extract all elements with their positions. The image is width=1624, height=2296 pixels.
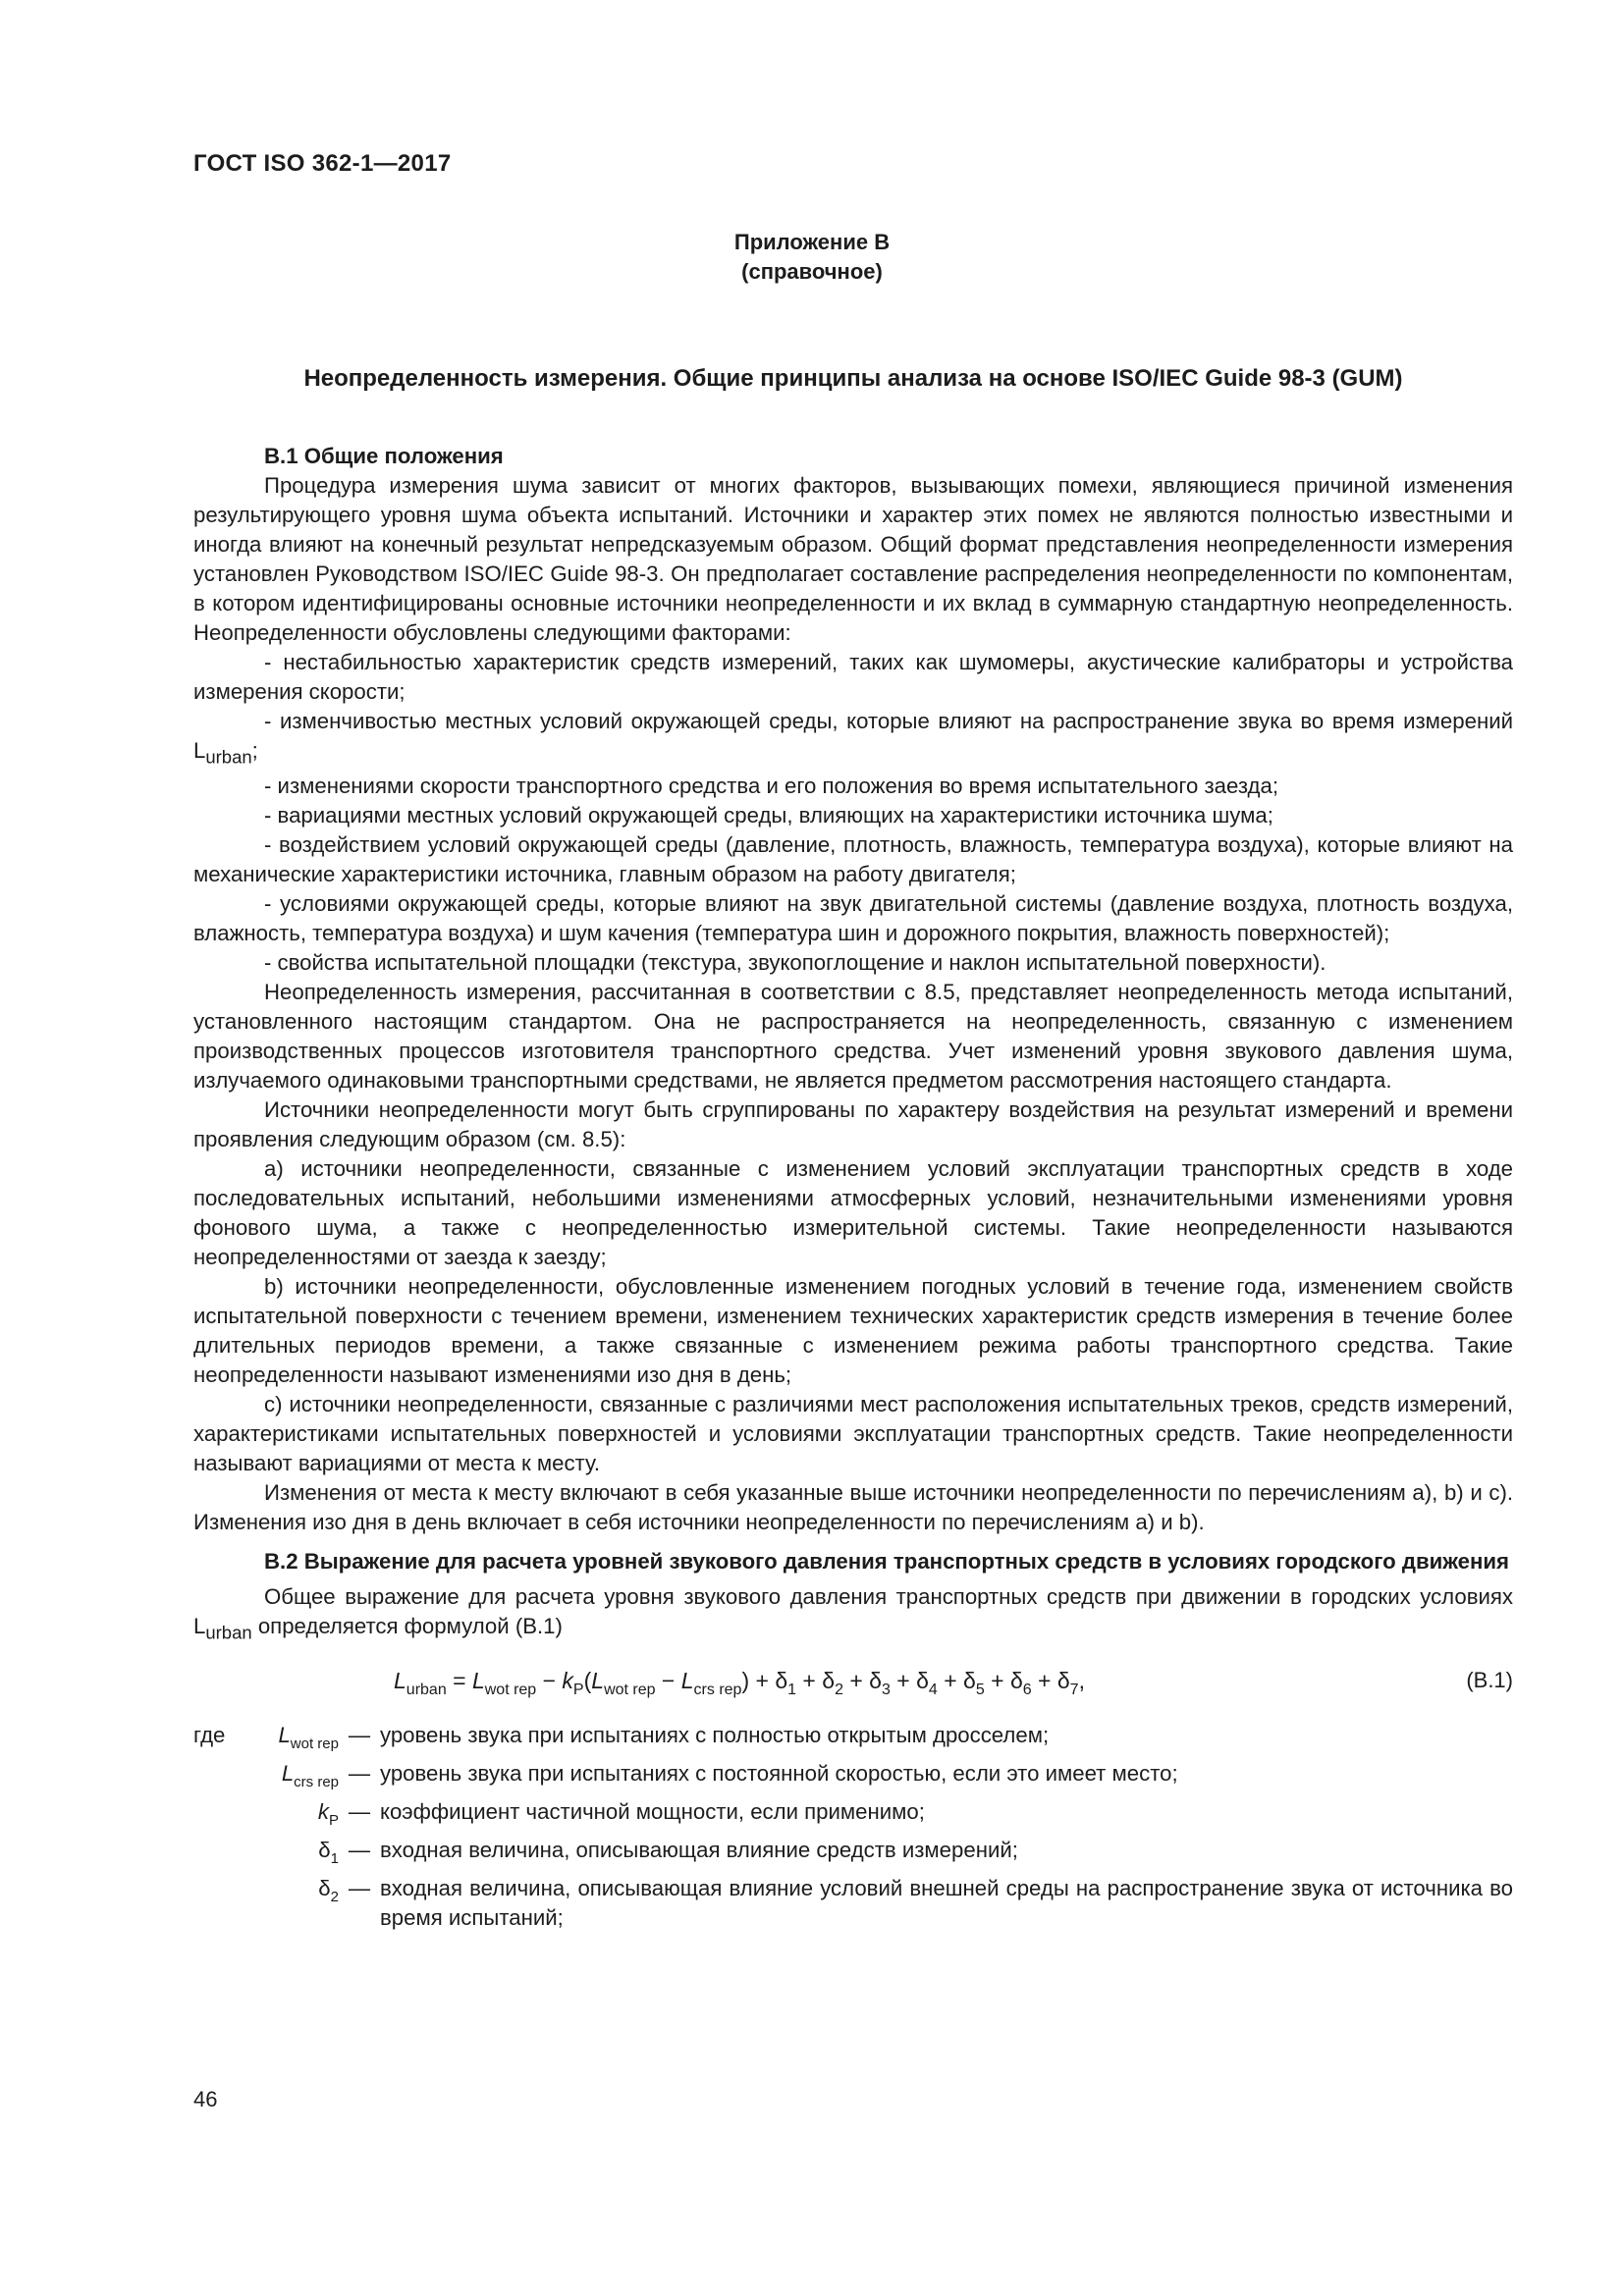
- definition-text: уровень звука при испытаниях с полностью открытым дросселем;: [380, 1722, 1050, 1747]
- annex-heading: [0, 228, 1624, 287]
- formula-b1: [193, 1656, 1513, 1707]
- document-body: [193, 442, 1513, 1933]
- list-item: - вариациями местных условий окружающей среды, влияющих на характеристики источника шума;: [264, 803, 1273, 828]
- definition-row: [193, 1836, 1513, 1874]
- symbol: $L_{crs rep}$: [281, 1760, 339, 1790]
- paragraph: Изменения от места к месту включают в себя указанные выше источники неопределенности по перечислениям а), b) и с). Изменения изо дня в день включает в себя источники неопределенности по перечислениям а) и b).: [193, 1480, 1513, 1535]
- symbol: $\delta_1$: [318, 1837, 339, 1867]
- paragraph: Источники неопределенности могут быть сгруппированы по характеру воздействия на результат измерений и времени проявления следующим образом (см. 8.5):: [193, 1097, 1513, 1152]
- list-item: - свойства испытательной площадки (текстура, звукопоглощение и наклон испытательной поверхности).: [264, 950, 1326, 976]
- paragraph: Процедура измерения шума зависит от многих факторов, вызывающих помехи, являющиеся причиной изменения результирующего уровня шума объекта испытаний. Источники и характер этих помех не являются полностью известными и иногда влияют на конечный результат непредсказуемым образом. Общий формат представления неопределенности измерения установлен Руководством ISO/IEC Guide 98-3. Он предполагает составление распределения неопределенности по компонентам, в котором идентифицированы основные источники неопределенности и их вклад в суммарную стандартную неопределенность. Неопределенности обусловлены следующими факторами:: [193, 473, 1513, 645]
- dash: —: [348, 1722, 371, 1747]
- definition-row: [193, 1874, 1513, 1933]
- symbol: $L_{wot rep}$: [278, 1722, 339, 1752]
- subscript: urban: [205, 1622, 252, 1643]
- definition-row: [193, 1797, 1513, 1836]
- definition-row: [193, 1759, 1513, 1797]
- annex-subtitle: (справочное): [741, 259, 883, 284]
- list-item: - нестабильностью характеристик средств измерений, таких как шумомеры, акустические калибраторы и устройства измерения скорости;: [193, 650, 1513, 704]
- symbol-definitions: [193, 1721, 1513, 1933]
- definition-text: коэффициент частичной мощности, если применимо;: [380, 1798, 925, 1824]
- document-header: ГОСТ ISO 362-1—2017: [193, 150, 452, 177]
- subscript: urban: [205, 746, 252, 768]
- paragraph: Общее выражение для расчета уровня звукового давления транспортных средств при движении в городских условиях $L_{urban}$ определяется формулой (В.1): [193, 1584, 1513, 1643]
- section-b1-heading: В.1 Общие положения: [264, 444, 504, 468]
- annex-main-title: Неопределенность измерения. Общие принципы анализа на основе ISO/IEC Guide 98-3 (GUM): [303, 365, 1403, 392]
- section-b2-heading: В.2 Выражение для расчета уровней звукового давления транспортных средств в условиях городского движения: [264, 1549, 1509, 1575]
- definition-text: входная величина, описывающая влияние условий внешней среды на распространение звука от источника во время испытаний;: [380, 1875, 1513, 1930]
- list-item: - изменчивостью местных условий окружающей среды, которые влияют на распространение звука во время измерений $L_{urban}$;: [193, 709, 1513, 768]
- formula-number: (В.1): [1466, 1667, 1513, 1692]
- list-item: а) источники неопределенности, связанные с изменением условий эксплуатации транспортных средств в ходе последовательных испытаний, небольшими изменениями атмосферных условий, незначительными изменениями уровня фонового шума, а также с неопределенностью измерительной системы. Такие неопределенности называются неопределенностями от заезда к заезду;: [193, 1156, 1513, 1270]
- dash: —: [348, 1798, 371, 1824]
- dash: —: [348, 1760, 371, 1786]
- page-number: 46: [193, 2087, 218, 2111]
- list-item: b) источники неопределенности, обусловленные изменением погодных условий в течение года, изменением свойств испытательной поверхности с течением времени, изменением технических характеристик средств измерения в течение более длительных периодов времени, а также связанные с изменением режима работы транспортного средства. Такие неопределенности называют изменениями изо дня в день;: [193, 1274, 1513, 1388]
- paragraph: Неопределенность измерения, рассчитанная в соответствии с 8.5, представляет неопределенность метода испытаний, установленного настоящим стандартом. Она не распространяется на неопределенность, связанную с изменением производственных процессов изготовителя транспортного средства. Учет изменений уровня звукового давления шума, излучаемого одинаковыми транспортными средствами, не является предметом рассмотрения настоящего стандарта.: [193, 980, 1513, 1094]
- symbol: $k_P$: [317, 1798, 339, 1829]
- definition-text: входная величина, описывающая влияние средств измерений;: [380, 1837, 1018, 1862]
- formula-expression: $L_{urban} = L_{wot rep} - k_P(L_{wot rep} - L_{crs rep}) + \delta_1 + \delta_2 + \delta_3 + \delta_4 + \delta_5 + \delta_6 + \delta_7$,: [394, 1667, 1085, 1698]
- annex-title: Приложение В: [733, 230, 891, 254]
- symbol: $\delta_2$: [318, 1875, 339, 1905]
- where-label: где: [193, 1722, 226, 1747]
- list-item: с) источники неопределенности, связанные с различиями мест расположения испытательных треков, средств измерений, характеристиками испытательных поверхностей и условиями эксплуатации транспортных средств. Такие неопределенности называют вариациями от места к месту.: [193, 1392, 1513, 1476]
- list-item: - изменениями скорости транспортного средства и его положения во время испытательного заезда;: [264, 774, 1278, 799]
- list-item: - условиями окружающей среды, которые влияют на звук двигательной системы (давление воздуха, плотность воздуха, влажность, температура воздуха) и шум качения (температура шин и дорожного покрытия, влажность поверхностей);: [193, 891, 1513, 946]
- dash: —: [348, 1837, 371, 1862]
- dash: —: [348, 1875, 371, 1900]
- definition-text: уровень звука при испытаниях с постоянной скоростью, если это имеет место;: [380, 1760, 1178, 1786]
- list-item: - воздействием условий окружающей среды (давление, плотность, влажность, температура воздуха), которые влияют на механические характеристики источника, главным образом на работу двигателя;: [193, 832, 1513, 887]
- definition-row: [193, 1721, 1513, 1759]
